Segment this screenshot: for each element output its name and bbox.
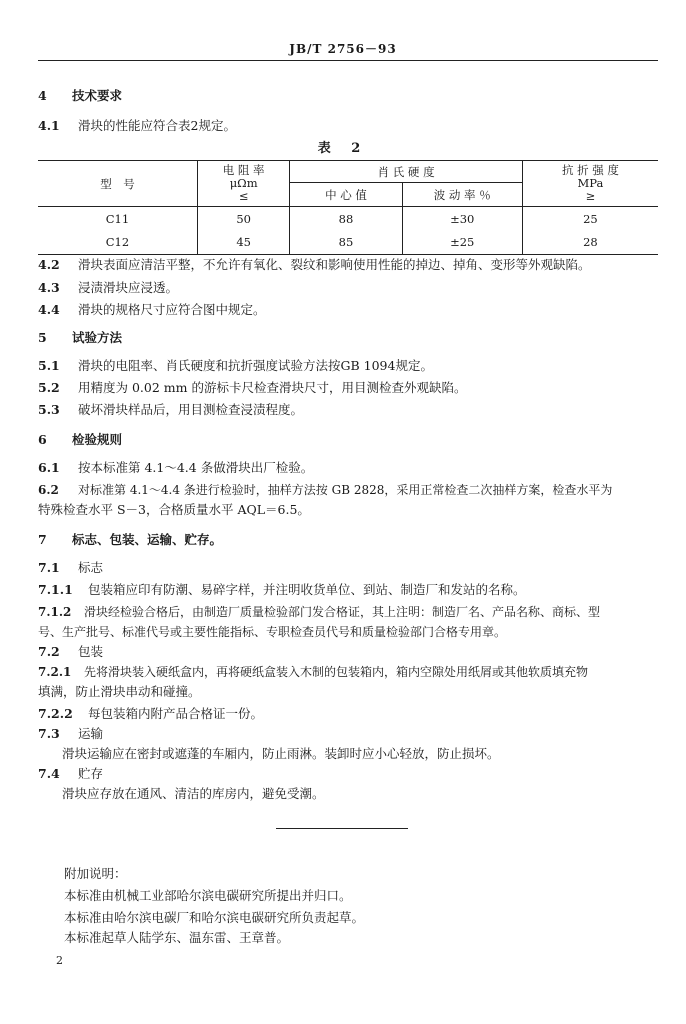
clause-5-1 [38, 358, 433, 374]
clause-number: 7.1.2 [38, 605, 72, 619]
note-line: 本标准起草人陆学东、温东雷、王章普。 [64, 930, 290, 945]
clause-number: 7.2.1 [38, 665, 72, 679]
section-number: 6 [38, 432, 47, 447]
clause-4-4 [38, 302, 266, 318]
clause-number: 7.1.1 [38, 582, 73, 597]
cell-shore-center: 85 [290, 231, 402, 255]
header-bending-limit: ≥ [585, 189, 596, 203]
clause-number: 7.1 [38, 560, 60, 575]
section-number: 4 [38, 88, 47, 103]
clause-text: 滑块的电阻率、肖氏硬度和抗折强度试验方法按GB 1094规定。 [78, 358, 433, 373]
clause-text: 按本标准第 4.1～4.4 条做滑块出厂检验。 [78, 460, 314, 475]
section-title: 标志、包装、运输、贮存。 [72, 532, 223, 547]
page-number: 2 [56, 954, 63, 967]
header-bending-strength [522, 161, 658, 207]
clause-number: 4.1 [38, 118, 60, 133]
clause-text: 滑块表面应清洁平整，不允许有氧化、裂纹和影响使用性能的掉边、掉角、变形等外观缺陷。 [78, 257, 591, 272]
cell-shore-variation: ±30 [402, 207, 522, 231]
clause-text: 对标准第 4.1～4.4 条进行检验时，抽样方法按 GB 2828，采用正常检查二次抽样方案，检查水平为 [78, 483, 613, 497]
header-bending-name: 抗 折 强 度 [561, 163, 619, 177]
clause-6-2-continued: 特殊检查水平 S－3，合格质量水平 AQL＝6.5。 [38, 502, 310, 517]
clause-7-1-2 [38, 604, 600, 620]
cell-model: C11 [38, 207, 197, 231]
clause-number: 5.3 [38, 402, 60, 417]
clause-4-1 [38, 118, 236, 134]
clause-number: 6.1 [38, 460, 60, 475]
table-2 [38, 160, 658, 255]
clause-4-3 [38, 280, 178, 296]
table-caption: 表 2 [317, 141, 369, 156]
clause-7-2 [38, 644, 103, 660]
clause-text: 滑块的性能应符合表2规定。 [78, 118, 236, 133]
section-number: 7 [38, 532, 47, 547]
clause-number: 7.2 [38, 644, 60, 659]
clause-text: 每包装箱内附产品合格证一份。 [88, 706, 264, 721]
header-resistivity-unit: μΩm [229, 176, 258, 190]
clause-text: 运输 [78, 726, 104, 741]
clause-text: 浸渍滑块应浸透。 [78, 280, 179, 295]
clause-7-3-text: 滑块运输应在密封或遮蓬的车厢内，防止雨淋。装卸时应小心轻放，防止损坏。 [62, 746, 500, 761]
header-resistivity-limit: ≤ [238, 189, 249, 203]
clause-text: 滑块经检验合格后，由制造厂质量检验部门发合格证，其上注明：制造厂名、产品名称、商标、型 [84, 605, 601, 619]
clause-number: 4.3 [38, 280, 60, 295]
cell-resistivity: 45 [197, 231, 289, 255]
header-shore-center: 中 心 值 [290, 183, 402, 207]
section-6-title [38, 432, 122, 448]
clause-number: 7.2.2 [38, 706, 73, 721]
clause-7-4 [38, 766, 103, 782]
clause-5-2 [38, 380, 466, 396]
cell-bending: 28 [522, 231, 658, 255]
cell-shore-center: 88 [290, 207, 402, 231]
clause-number: 6.2 [38, 483, 59, 497]
header-resistivity [197, 161, 289, 207]
header-shore-variation: 波 动 率 ％ [402, 183, 522, 207]
clause-7-2-2 [38, 706, 263, 722]
clause-number: 7.3 [38, 726, 60, 741]
section-4-title [38, 88, 122, 104]
header-model: 型 号 [38, 161, 197, 207]
section-title: 试验方法 [72, 330, 123, 345]
header-resistivity-name: 电 阻 率 [222, 163, 265, 177]
section-title: 技术要求 [72, 88, 123, 103]
clause-6-2 [38, 482, 612, 498]
header-shore-hardness: 肖 氏 硬 度 [290, 161, 522, 183]
clause-text: 标志 [78, 560, 104, 575]
clause-7-3 [38, 726, 103, 742]
cell-resistivity: 50 [197, 207, 289, 231]
clause-7-1 [38, 560, 103, 576]
clause-7-4-text: 滑块应存放在通风、清洁的库房内，避免受潮。 [62, 786, 325, 801]
clause-number: 4.4 [38, 302, 60, 317]
clause-number: 4.2 [38, 257, 60, 272]
clause-5-3 [38, 402, 303, 418]
header-bending-unit: MPa [577, 176, 604, 190]
notes-title: 附加说明： [64, 866, 127, 881]
clause-7-2-1-continued: 填满，防止滑块串动和碰撞。 [38, 684, 201, 699]
cell-bending: 25 [522, 207, 658, 231]
end-rule [276, 828, 408, 829]
section-title: 检验规则 [72, 432, 123, 447]
clause-text: 用精度为 0.02 mm 的游标卡尺检查滑块尺寸，用目测检查外观缺陷。 [78, 380, 467, 395]
clause-7-1-2-continued: 号、生产批号、标准代号或主要性能指标、专职检查员代号和质量检验部门合格专用章。 [38, 625, 507, 639]
section-5-title [38, 330, 122, 346]
clause-text: 破坏滑块样品后，用目测检查浸渍程度。 [78, 402, 304, 417]
cell-model: C12 [38, 231, 197, 255]
clause-number: 5.2 [38, 380, 60, 395]
clause-4-2 [38, 257, 591, 273]
section-number: 5 [38, 330, 47, 345]
clause-number: 7.4 [38, 766, 60, 781]
header-rule [38, 60, 658, 61]
note-line: 本标准由机械工业部哈尔滨电碳研究所提出并归口。 [64, 888, 352, 903]
clause-7-1-1 [38, 582, 526, 598]
clause-6-1 [38, 460, 313, 476]
clause-text: 包装箱应印有防潮、易碎字样，并注明收货单位、到站、制造厂和发站的名称。 [88, 582, 526, 597]
clause-text: 滑块的规格尺寸应符合图中规定。 [78, 302, 266, 317]
standard-code-header: JB/T 2756－93 [289, 42, 397, 56]
cell-shore-variation: ±25 [402, 231, 522, 255]
section-7-title [38, 532, 222, 548]
clause-7-2-1 [38, 664, 588, 680]
clause-text: 先将滑块装入硬纸盒内，再将硬纸盒装入木制的包装箱内，箱内空隙处用纸屑或其他软质填充物 [84, 665, 589, 679]
clause-number: 5.1 [38, 358, 60, 373]
clause-text: 包装 [78, 644, 104, 659]
note-line: 本标准由哈尔滨电碳厂和哈尔滨电碳研究所负责起草。 [64, 910, 365, 925]
clause-text: 贮存 [78, 766, 104, 781]
